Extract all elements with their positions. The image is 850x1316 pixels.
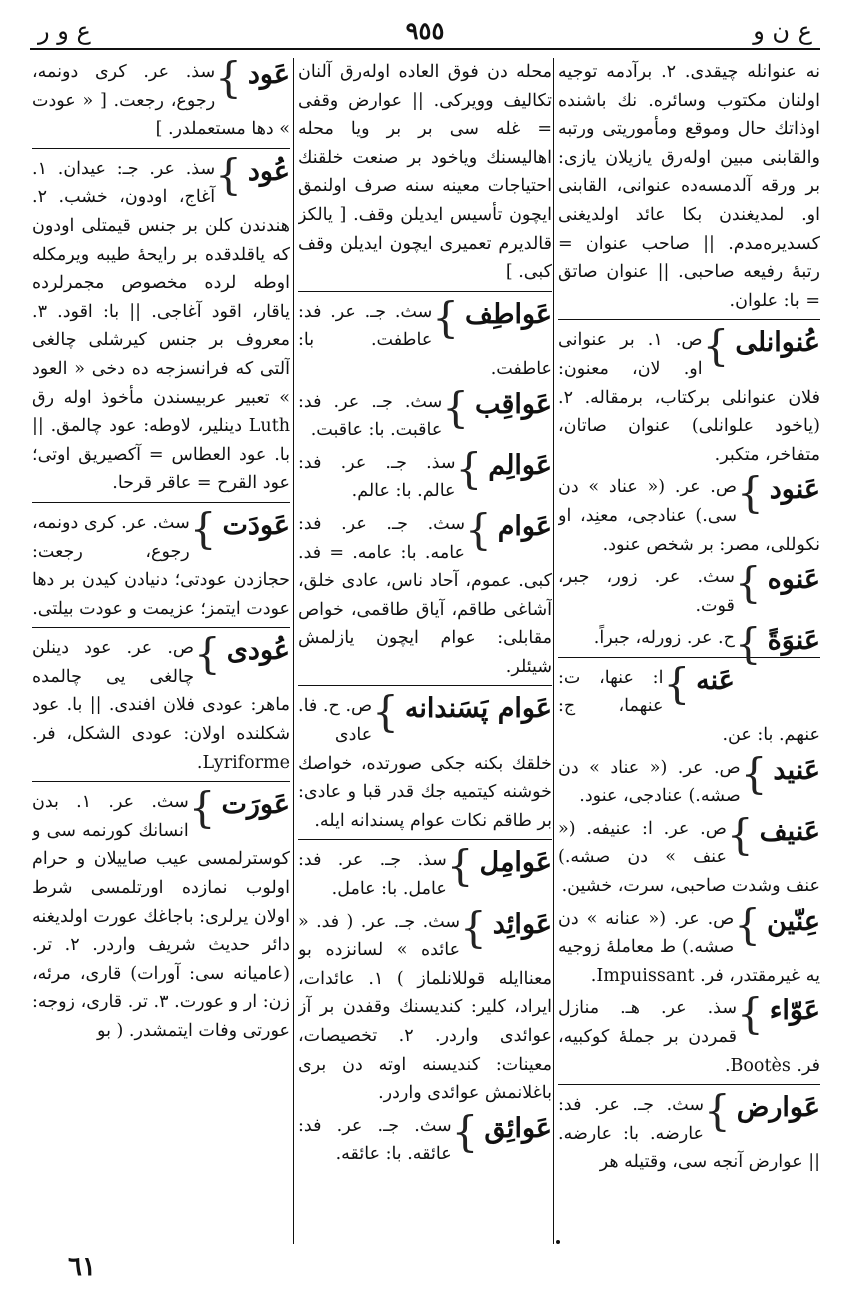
dictionary-entry xyxy=(558,558,820,620)
brace-icon: } xyxy=(726,809,754,859)
brace-icon: } xyxy=(372,687,399,737)
dictionary-entry xyxy=(298,1106,552,1169)
brace-icon: } xyxy=(446,841,474,891)
header-rule xyxy=(30,48,820,50)
definition: سذ. عر. جـ: عیدان. ۱. آغاج، اودون، خشب. ۲. هندندن کلن بر جنس قیمتلی اودون که یاقلدقده بر رایحهٔ طیبه ویرمکله اوطه لرده مخصوص مجمرلرده یاقار، اقود آغاجی. || با: اقود. ۳. معروف بر جنس کیرشلی چالغی آلتی که فرانسزجه ده دخی « العود » تعبیر عربیسندن مأخوذ اوله رق Luth دینلیر، لاوطه: عود چالمق. || با. عود العطاس = آکصیریق اوتی؛ عود القرح = عاقر قرحا. xyxy=(32,158,290,494)
right-column xyxy=(558,58,820,1248)
brace-icon: } xyxy=(740,748,768,798)
dictionary-entry xyxy=(298,291,552,384)
dictionary-entry xyxy=(558,468,820,559)
headword: عَوامِل xyxy=(479,847,552,879)
dictionary-entry xyxy=(298,839,552,903)
headword: عَود xyxy=(247,59,290,90)
definition: سث. جـ. عر. فد: عارضه. با: عارضه. || عوارض آنجه سی، وقتیله هر xyxy=(558,1095,820,1173)
dictionary-entry xyxy=(32,58,290,144)
dictionary-entry xyxy=(558,989,820,1080)
definition: سذ. جـ. عر. فد: عالم. با: عالم. xyxy=(298,452,456,502)
definition: سث. جـ. عر. ( فد. « عائده » لسانزده بو معناایله قوللانلماز ) ۱. عائدات، ایراد، کلیر: کندیسنك وقفدن بر آز عوائدی واردر. ۲. تخصیصات، معینات: کندیسنه اوته دن بری باغلانمش عوائدی واردر. xyxy=(298,911,552,1104)
middle-column xyxy=(298,58,552,1248)
headword: عَوارض xyxy=(736,1092,820,1124)
definition: ص. عر. ا: عنیفه. (« عنف » دن صشه.) عنف وشدت صاحبی، سرت، خشین. xyxy=(558,818,820,897)
headword: عُودی xyxy=(226,635,290,667)
dictionary-entry xyxy=(298,504,552,682)
definition: ص. عر. (« عناد » دن سی.) عنادجی، معنِد، او نکوللی، مصر: بر شخص عنود. xyxy=(558,477,820,555)
continuation-text: نه عنوانله چیقدی. ۲. برآدمه توجیه اولنان مکتوب وسائره. نك باشنده اوذاتك حال وموقع ومأموریتی ورتبه والقابنی مبین اولەرق یازیلان یازی: بر ورقه آلدمسەدە عنوانی، القابنی او. لمدیغندن بکا عائد اولدیغنی کسدیرەمدم. || صاحب عنوان = رتبهٔ رفیعه صاحبی. || عنوان صاتق = با: علوان. xyxy=(558,62,820,311)
dictionary-entry xyxy=(298,685,552,835)
brace-icon: } xyxy=(189,503,217,553)
dictionary-entry xyxy=(558,899,820,991)
brace-icon: } xyxy=(734,899,762,949)
headword: عَوّاء xyxy=(769,995,820,1027)
dictionary-entry xyxy=(558,809,820,901)
headword: عَنید xyxy=(773,754,820,786)
dictionary-entry xyxy=(558,619,820,669)
dictionary-entry xyxy=(558,319,820,469)
definition: ح. عر. زورله، جبراً. xyxy=(593,628,735,649)
brace-icon: } xyxy=(215,58,242,102)
headword: عَنود xyxy=(769,474,820,506)
headword: عَوائِق xyxy=(484,1112,552,1144)
headword: عَوام xyxy=(497,510,552,542)
brace-icon: } xyxy=(432,292,459,342)
headword: عَودَت xyxy=(222,509,290,541)
page-header xyxy=(30,14,820,50)
brace-icon: } xyxy=(188,783,216,833)
dictionary-entry xyxy=(558,1084,820,1177)
definition: سث. عر. کری دونمه، رجوع، رجعت: حجازدن عودتی؛ دنیادن کیدن بر دها عودت ایتمز؛ عزیمت و عودت بیلتی. xyxy=(32,512,290,619)
brace-icon: } xyxy=(737,468,764,518)
definition: ص. عر. (« عنانه » دن صشه.) ط معاملهٔ زوجیه یه غیرمقتدر، فر. Impuissant. xyxy=(558,908,820,986)
brace-icon: } xyxy=(734,558,762,608)
definition: سذ. عر. کری دونمه، رجوع، رجعت. [ « عودت » دها مستعملدر. ] xyxy=(32,62,290,140)
headword: عَنوه xyxy=(767,564,820,596)
continuation-text: محله دن فوق العاده اولەرق آلنان تکالیف وویرکی. || عوارض وقفی = غله سی بر بر ویا محله اهالیسنك ویاخود بر صنعت خلقنك احتیاجات معینه سنه صرف اولنمق ایچون تأسیس ایدیلن وقف. [ یالکز قالدیرم تعمیری ایچون ایدیلن وقف کبی. ] xyxy=(298,62,552,283)
definition: سث. جـ. عر. فد: عائقه. با: عائقه. xyxy=(298,1115,452,1165)
definition: سث. جـ. عر. فد: عاقبت. با: عاقبت. xyxy=(298,391,443,441)
brace-icon: } xyxy=(702,321,730,371)
headword: عُنوانلی xyxy=(735,327,820,359)
definition: سث. عر. زور، جبر، قوت. xyxy=(558,567,735,616)
dictionary-entry xyxy=(32,502,290,623)
header-letters-left: ع و ر xyxy=(38,17,91,45)
dictionary-entry xyxy=(32,627,290,777)
brace-icon: } xyxy=(734,619,762,669)
print-dot xyxy=(556,1240,560,1244)
definition: سذ. عر. هـ. منازل قمردن بر جملهٔ کوکبیه، فر. Bootès. xyxy=(558,998,820,1076)
definition: سث. جـ. عر. فد: عاطفت. با: عاطفت. xyxy=(298,301,552,379)
headword: عَوالِم xyxy=(488,449,552,481)
header-page-number: ٩٥٥ xyxy=(405,16,445,45)
headword: عَنوَةً xyxy=(767,625,820,657)
dictionary-entry xyxy=(32,781,290,1045)
headword: عَوائِد xyxy=(492,908,552,940)
headword: عُود xyxy=(247,155,290,187)
column-rule xyxy=(293,58,294,1244)
column-rule xyxy=(553,58,554,1244)
brace-icon: } xyxy=(464,504,492,554)
dictionary-entry xyxy=(298,443,552,506)
brace-icon: } xyxy=(704,1086,731,1136)
headword: عَواقِب xyxy=(475,388,552,420)
brace-icon: } xyxy=(455,443,483,493)
definition: سث. جـ. عر. فد: عامه. با: عامه. = فد. کبی. عموم، آحاد ناس، عادی خلق، آشاغی طاقم، آیاق طاقمی، خواص مقابلی: عوام ایچون یازلمش شیئلر. xyxy=(298,513,552,677)
header-letters-right: ع ن و xyxy=(753,17,812,45)
dictionary-entry xyxy=(298,382,552,445)
brace-icon: } xyxy=(460,902,487,952)
brace-icon: } xyxy=(451,1106,479,1156)
brace-icon: } xyxy=(737,989,764,1039)
definition: ص. عر. عود دینلن چالغی یی چالمده ماهر: عودی فلان افندی. || با. عود شکلنده اولان: عودی الشکل، فر. Lyriforme. xyxy=(32,638,290,773)
headword: عَنه xyxy=(696,664,735,696)
definition: سذ. جـ. عر. فد: عامل. با: عامل. xyxy=(298,850,447,900)
left-column xyxy=(32,58,290,1248)
definition: سث. عر. ۱. بدن انسانك کورنمه سی و کوسترلمسی عیب صاییلان و حرام اولوب نمازده اورتلمسی شرط اولان یرلری: باجاغك عورت اولدیغنه دائر حدیث شریف واردر. ۲. تر. (عامیانه سی: آورات) قاری، مرئه، زن: ار و عورت. ۳. تر. قاری، زوجه: عورتی وفات ایتمشدر. ( بو xyxy=(32,792,290,1041)
brace-icon: } xyxy=(442,382,470,432)
brace-icon: } xyxy=(663,658,691,708)
definition: ا: عنها، ت: عنهما، ج: عنهم. با: عن. xyxy=(558,667,820,746)
headword: عَوام پَسَندانه xyxy=(404,693,552,725)
definition: ص. ح. فا. عادی خلقك بکنه جکی صورتده، خواصك خوشنه کیتمیه جك قدر قبا و عادی: بر طاقم نکات عوام پسندانه ایله. xyxy=(298,696,552,831)
dictionary-entry xyxy=(32,148,290,498)
headword: عِنّین xyxy=(767,905,820,937)
definition: ص. عر. (« عناد » دن صشه.) عنادجی، عنود. xyxy=(558,757,741,807)
dictionary-entry xyxy=(298,902,552,1108)
definition: ص. ۱. بر عنوانی او. لان، معنون: فلان عنوانلی برکتاب، برمقاله. ۲. (یاخود علوانلی) عنوان صاتان، متفاخر، متکبر. xyxy=(558,330,820,465)
brace-icon: } xyxy=(215,149,242,199)
dictionary-entry xyxy=(558,657,820,750)
headword: عَورَت xyxy=(221,789,290,821)
headword: عَنیف xyxy=(759,815,820,847)
headword: عَواطِف xyxy=(465,298,552,330)
page-footer-number: ٦١ xyxy=(68,1252,96,1282)
dictionary-entry xyxy=(558,748,820,811)
brace-icon: } xyxy=(194,629,221,679)
